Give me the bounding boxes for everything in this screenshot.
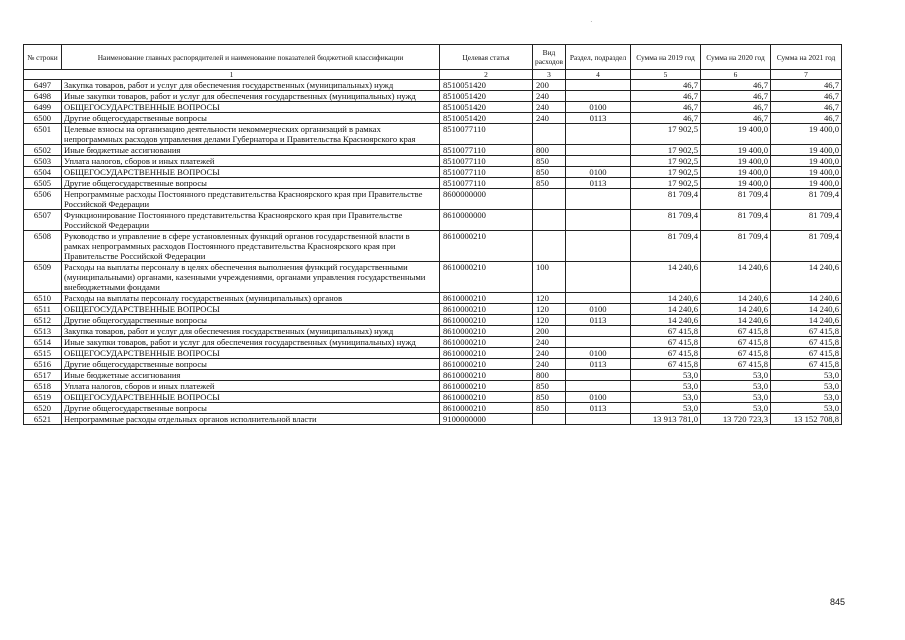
row-sum-2020: 19 400,0	[701, 167, 771, 178]
row-sum-2020: 19 400,0	[701, 178, 771, 189]
row-sum-2021: 46,7	[771, 102, 842, 113]
row-sum-2020: 81 709,4	[701, 189, 771, 210]
row-expense-type: 120	[533, 315, 566, 326]
row-sum-2019: 17 902,5	[631, 156, 701, 167]
budget-table	[23, 44, 842, 425]
row-number: 6520	[24, 403, 62, 414]
row-name: Другие общегосударственные вопросы	[62, 315, 440, 326]
table-row	[24, 414, 842, 425]
table-row	[24, 381, 842, 392]
header-section: Раздел, подраздел	[566, 45, 631, 70]
row-sum-2021: 14 240,6	[771, 304, 842, 315]
row-sum-2021: 67 415,8	[771, 359, 842, 370]
table-row	[24, 189, 842, 210]
row-sum-2021: 19 400,0	[771, 156, 842, 167]
row-name: ОБЩЕГОСУДАРСТВЕННЫЕ ВОПРОСЫ	[62, 304, 440, 315]
column-number: 3	[533, 70, 566, 80]
row-sum-2021: 53,0	[771, 370, 842, 381]
row-sum-2019: 81 709,4	[631, 189, 701, 210]
row-expense-type	[533, 189, 566, 210]
row-number: 6521	[24, 414, 62, 425]
row-name: Закупка товаров, работ и услуг для обеспечения государственных (муниципальных) нужд	[62, 326, 440, 337]
row-section: 0100	[566, 304, 631, 315]
row-number: 6516	[24, 359, 62, 370]
row-sum-2021: 13 152 708,8	[771, 414, 842, 425]
column-number: 5	[631, 70, 701, 80]
row-expense-type: 200	[533, 80, 566, 91]
row-expense-type	[533, 210, 566, 231]
row-number: 6499	[24, 102, 62, 113]
column-numbers-row	[24, 70, 842, 80]
row-target-article: 8510077110	[440, 178, 533, 189]
row-name: Другие общегосударственные вопросы	[62, 113, 440, 124]
row-number: 6497	[24, 80, 62, 91]
row-number: 6517	[24, 370, 62, 381]
header-name: Наименование главных распорядителей и наименование показателей бюджетной классификации	[62, 45, 440, 70]
row-name: ОБЩЕГОСУДАРСТВЕННЫЕ ВОПРОСЫ	[62, 348, 440, 359]
row-sum-2021: 19 400,0	[771, 124, 842, 145]
row-sum-2020: 13 720 723,3	[701, 414, 771, 425]
row-sum-2019: 53,0	[631, 381, 701, 392]
row-section: 0113	[566, 113, 631, 124]
table-body	[24, 80, 842, 425]
row-sum-2020: 46,7	[701, 91, 771, 102]
row-sum-2020: 53,0	[701, 392, 771, 403]
row-target-article: 8610000210	[440, 370, 533, 381]
row-sum-2020: 19 400,0	[701, 124, 771, 145]
table-row	[24, 156, 842, 167]
row-expense-type: 240	[533, 359, 566, 370]
row-sum-2021: 19 400,0	[771, 178, 842, 189]
row-target-article: 8610000210	[440, 348, 533, 359]
row-target-article: 8510051420	[440, 102, 533, 113]
row-sum-2021: 46,7	[771, 80, 842, 91]
table-row	[24, 210, 842, 231]
row-expense-type	[533, 231, 566, 262]
column-number: 1	[24, 70, 440, 80]
row-target-article: 8610000210	[440, 262, 533, 293]
row-expense-type	[533, 414, 566, 425]
row-name: Другие общегосударственные вопросы	[62, 403, 440, 414]
row-target-article: 8510051420	[440, 91, 533, 102]
row-sum-2019: 67 415,8	[631, 348, 701, 359]
row-sum-2019: 46,7	[631, 113, 701, 124]
row-sum-2020: 67 415,8	[701, 348, 771, 359]
row-sum-2020: 67 415,8	[701, 326, 771, 337]
row-target-article: 8510077110	[440, 124, 533, 145]
row-name: Иные закупки товаров, работ и услуг для обеспечения государственных (муниципальных) нужд	[62, 91, 440, 102]
row-number: 6507	[24, 210, 62, 231]
row-number: 6503	[24, 156, 62, 167]
row-target-article: 8510051420	[440, 80, 533, 91]
row-sum-2019: 14 240,6	[631, 293, 701, 304]
row-name: Уплата налогов, сборов и иных платежей	[62, 156, 440, 167]
row-target-article: 8610000210	[440, 403, 533, 414]
row-section: 0100	[566, 102, 631, 113]
row-sum-2021: 53,0	[771, 403, 842, 414]
row-section: 0113	[566, 315, 631, 326]
row-section	[566, 80, 631, 91]
row-target-article: 8510077110	[440, 167, 533, 178]
table-row	[24, 315, 842, 326]
row-sum-2019: 14 240,6	[631, 315, 701, 326]
row-expense-type: 240	[533, 91, 566, 102]
row-number: 6500	[24, 113, 62, 124]
row-name: ОБЩЕГОСУДАРСТВЕННЫЕ ВОПРОСЫ	[62, 167, 440, 178]
row-number: 6518	[24, 381, 62, 392]
table-row	[24, 167, 842, 178]
table-row	[24, 178, 842, 189]
row-name: Функционирование Постоянного представительства Красноярского края при Правительстве Российской Федерации	[62, 210, 440, 231]
row-expense-type: 850	[533, 167, 566, 178]
row-sum-2021: 53,0	[771, 381, 842, 392]
row-sum-2019: 53,0	[631, 403, 701, 414]
row-target-article: 8610000210	[440, 392, 533, 403]
row-name: Другие общегосударственные вопросы	[62, 359, 440, 370]
row-section	[566, 370, 631, 381]
table-row	[24, 293, 842, 304]
table-row	[24, 348, 842, 359]
row-name: Непрограммные расходы Постоянного представительства Красноярского края при Правительстве Российской Федерации	[62, 189, 440, 210]
row-sum-2019: 67 415,8	[631, 359, 701, 370]
column-number: 7	[771, 70, 842, 80]
table-row	[24, 80, 842, 91]
row-sum-2021: 14 240,6	[771, 315, 842, 326]
row-number: 6504	[24, 167, 62, 178]
row-name: Иные бюджетные ассигнования	[62, 145, 440, 156]
row-sum-2021: 81 709,4	[771, 210, 842, 231]
row-target-article: 8610000210	[440, 315, 533, 326]
column-number: 2	[440, 70, 533, 80]
row-name: Иные закупки товаров, работ и услуг для обеспечения государственных (муниципальных) нужд	[62, 337, 440, 348]
row-sum-2019: 67 415,8	[631, 337, 701, 348]
row-sum-2020: 14 240,6	[701, 293, 771, 304]
row-number: 6513	[24, 326, 62, 337]
row-sum-2020: 14 240,6	[701, 262, 771, 293]
column-number: 6	[701, 70, 771, 80]
row-sum-2019: 67 415,8	[631, 326, 701, 337]
table-row	[24, 392, 842, 403]
row-section	[566, 145, 631, 156]
row-expense-type: 240	[533, 102, 566, 113]
row-target-article: 8610000210	[440, 359, 533, 370]
row-section: 0100	[566, 348, 631, 359]
row-section	[566, 337, 631, 348]
row-expense-type: 240	[533, 113, 566, 124]
row-sum-2021: 81 709,4	[771, 231, 842, 262]
header-sum-2020: Сумма на 2020 год	[701, 45, 771, 70]
row-sum-2019: 46,7	[631, 102, 701, 113]
row-expense-type: 120	[533, 304, 566, 315]
row-number: 6509	[24, 262, 62, 293]
row-sum-2020: 53,0	[701, 370, 771, 381]
row-section	[566, 326, 631, 337]
row-number: 6508	[24, 231, 62, 262]
row-name: ОБЩЕГОСУДАРСТВЕННЫЕ ВОПРОСЫ	[62, 392, 440, 403]
row-name: Другие общегосударственные вопросы	[62, 178, 440, 189]
row-expense-type: 100	[533, 262, 566, 293]
row-sum-2019: 13 913 781,0	[631, 414, 701, 425]
row-section	[566, 231, 631, 262]
row-section	[566, 210, 631, 231]
row-sum-2020: 14 240,6	[701, 315, 771, 326]
row-sum-2020: 19 400,0	[701, 156, 771, 167]
row-name: Непрограммные расходы отдельных органов исполнительной власти	[62, 414, 440, 425]
row-number: 6510	[24, 293, 62, 304]
row-section	[566, 381, 631, 392]
row-expense-type: 850	[533, 381, 566, 392]
table-row	[24, 326, 842, 337]
row-sum-2019: 17 902,5	[631, 145, 701, 156]
table-row	[24, 102, 842, 113]
row-sum-2020: 53,0	[701, 403, 771, 414]
row-sum-2020: 67 415,8	[701, 359, 771, 370]
row-sum-2020: 81 709,4	[701, 210, 771, 231]
row-section	[566, 414, 631, 425]
row-sum-2020: 46,7	[701, 113, 771, 124]
row-expense-type: 800	[533, 145, 566, 156]
row-sum-2021: 46,7	[771, 113, 842, 124]
row-sum-2020: 19 400,0	[701, 145, 771, 156]
row-sum-2021: 19 400,0	[771, 145, 842, 156]
table-row	[24, 231, 842, 262]
row-name: Руководство и управление в сфере установленных функций органов государственной власти в рамках непрограммных расходов Постоянного представительства Красноярского края при Правительстве Российской Федерации	[62, 231, 440, 262]
row-name: Закупка товаров, работ и услуг для обеспечения государственных (муниципальных) нужд	[62, 80, 440, 91]
row-number: 6514	[24, 337, 62, 348]
table-row	[24, 145, 842, 156]
row-sum-2020: 46,7	[701, 102, 771, 113]
row-target-article: 8600000000	[440, 189, 533, 210]
row-expense-type: 850	[533, 156, 566, 167]
row-sum-2021: 53,0	[771, 392, 842, 403]
row-expense-type: 240	[533, 348, 566, 359]
row-number: 6498	[24, 91, 62, 102]
row-sum-2019: 17 902,5	[631, 167, 701, 178]
row-sum-2019: 17 902,5	[631, 178, 701, 189]
row-section	[566, 293, 631, 304]
row-number: 6505	[24, 178, 62, 189]
row-target-article: 8610000210	[440, 231, 533, 262]
row-target-article: 8510077110	[440, 145, 533, 156]
table-row	[24, 337, 842, 348]
row-expense-type: 850	[533, 392, 566, 403]
row-section	[566, 156, 631, 167]
row-sum-2020: 81 709,4	[701, 231, 771, 262]
table-row	[24, 124, 842, 145]
row-target-article: 9100000000	[440, 414, 533, 425]
row-section	[566, 91, 631, 102]
row-name: Расходы на выплаты персоналу в целях обеспечения выполнения функций государственными (муниципальными) органами, казенными учреждениями, органами управления государственными внебюджетными фондами	[62, 262, 440, 293]
row-sum-2019: 46,7	[631, 80, 701, 91]
row-expense-type: 200	[533, 326, 566, 337]
row-section: 0113	[566, 359, 631, 370]
row-target-article: 8610000210	[440, 293, 533, 304]
table-row	[24, 403, 842, 414]
row-number: 6502	[24, 145, 62, 156]
header-sum-2021: Сумма на 2021 год	[771, 45, 842, 70]
table-row	[24, 304, 842, 315]
header-type: Вид расходов	[533, 45, 566, 70]
table-row	[24, 370, 842, 381]
page-number: 845	[830, 597, 846, 607]
row-name: Расходы на выплаты персоналу государственных (муниципальных) органов	[62, 293, 440, 304]
row-target-article: 8510051420	[440, 113, 533, 124]
row-sum-2021: 81 709,4	[771, 189, 842, 210]
row-expense-type: 850	[533, 403, 566, 414]
row-expense-type: 850	[533, 178, 566, 189]
row-sum-2020: 67 415,8	[701, 337, 771, 348]
row-number: 6519	[24, 392, 62, 403]
row-section: 0113	[566, 178, 631, 189]
row-section	[566, 124, 631, 145]
table-row	[24, 262, 842, 293]
row-target-article: 8610000000	[440, 210, 533, 231]
row-number: 6511	[24, 304, 62, 315]
row-target-article: 8610000210	[440, 304, 533, 315]
column-number: 4	[566, 70, 631, 80]
row-sum-2019: 17 902,5	[631, 124, 701, 145]
row-expense-type: 800	[533, 370, 566, 381]
row-sum-2019: 14 240,6	[631, 262, 701, 293]
header-row	[24, 45, 842, 70]
header-code: Целевая статья	[440, 45, 533, 70]
row-sum-2019: 53,0	[631, 370, 701, 381]
row-sum-2019: 81 709,4	[631, 231, 701, 262]
row-sum-2020: 46,7	[701, 80, 771, 91]
row-sum-2021: 14 240,6	[771, 262, 842, 293]
scan-mark: ·	[590, 17, 593, 26]
row-sum-2019: 81 709,4	[631, 210, 701, 231]
row-sum-2021: 14 240,6	[771, 293, 842, 304]
header-sum-2019: Сумма на 2019 год	[631, 45, 701, 70]
row-sum-2020: 53,0	[701, 381, 771, 392]
row-expense-type: 120	[533, 293, 566, 304]
row-section: 0113	[566, 403, 631, 414]
row-section	[566, 189, 631, 210]
row-target-article: 8610000210	[440, 381, 533, 392]
row-section: 0100	[566, 167, 631, 178]
row-section: 0100	[566, 392, 631, 403]
row-sum-2020: 14 240,6	[701, 304, 771, 315]
table-row	[24, 113, 842, 124]
row-name: ОБЩЕГОСУДАРСТВЕННЫЕ ВОПРОСЫ	[62, 102, 440, 113]
row-sum-2019: 53,0	[631, 392, 701, 403]
row-section	[566, 262, 631, 293]
row-sum-2021: 67 415,8	[771, 326, 842, 337]
row-sum-2021: 67 415,8	[771, 348, 842, 359]
table-row	[24, 359, 842, 370]
header-row-no: № строки	[24, 45, 62, 70]
row-number: 6506	[24, 189, 62, 210]
row-expense-type	[533, 124, 566, 145]
row-target-article: 8610000210	[440, 326, 533, 337]
row-target-article: 8610000210	[440, 337, 533, 348]
row-sum-2019: 14 240,6	[631, 304, 701, 315]
row-name: Целевые взносы на организацию деятельности некоммерческих организаций в рамках непрограммных расходов управления делами Губернатора и Правительства Красноярского края	[62, 124, 440, 145]
row-sum-2021: 46,7	[771, 91, 842, 102]
row-name: Иные бюджетные ассигнования	[62, 370, 440, 381]
row-number: 6515	[24, 348, 62, 359]
row-expense-type: 240	[533, 337, 566, 348]
row-number: 6512	[24, 315, 62, 326]
row-sum-2021: 19 400,0	[771, 167, 842, 178]
row-sum-2019: 46,7	[631, 91, 701, 102]
row-target-article: 8510077110	[440, 156, 533, 167]
row-number: 6501	[24, 124, 62, 145]
row-sum-2021: 67 415,8	[771, 337, 842, 348]
table-row	[24, 91, 842, 102]
row-name: Уплата налогов, сборов и иных платежей	[62, 381, 440, 392]
